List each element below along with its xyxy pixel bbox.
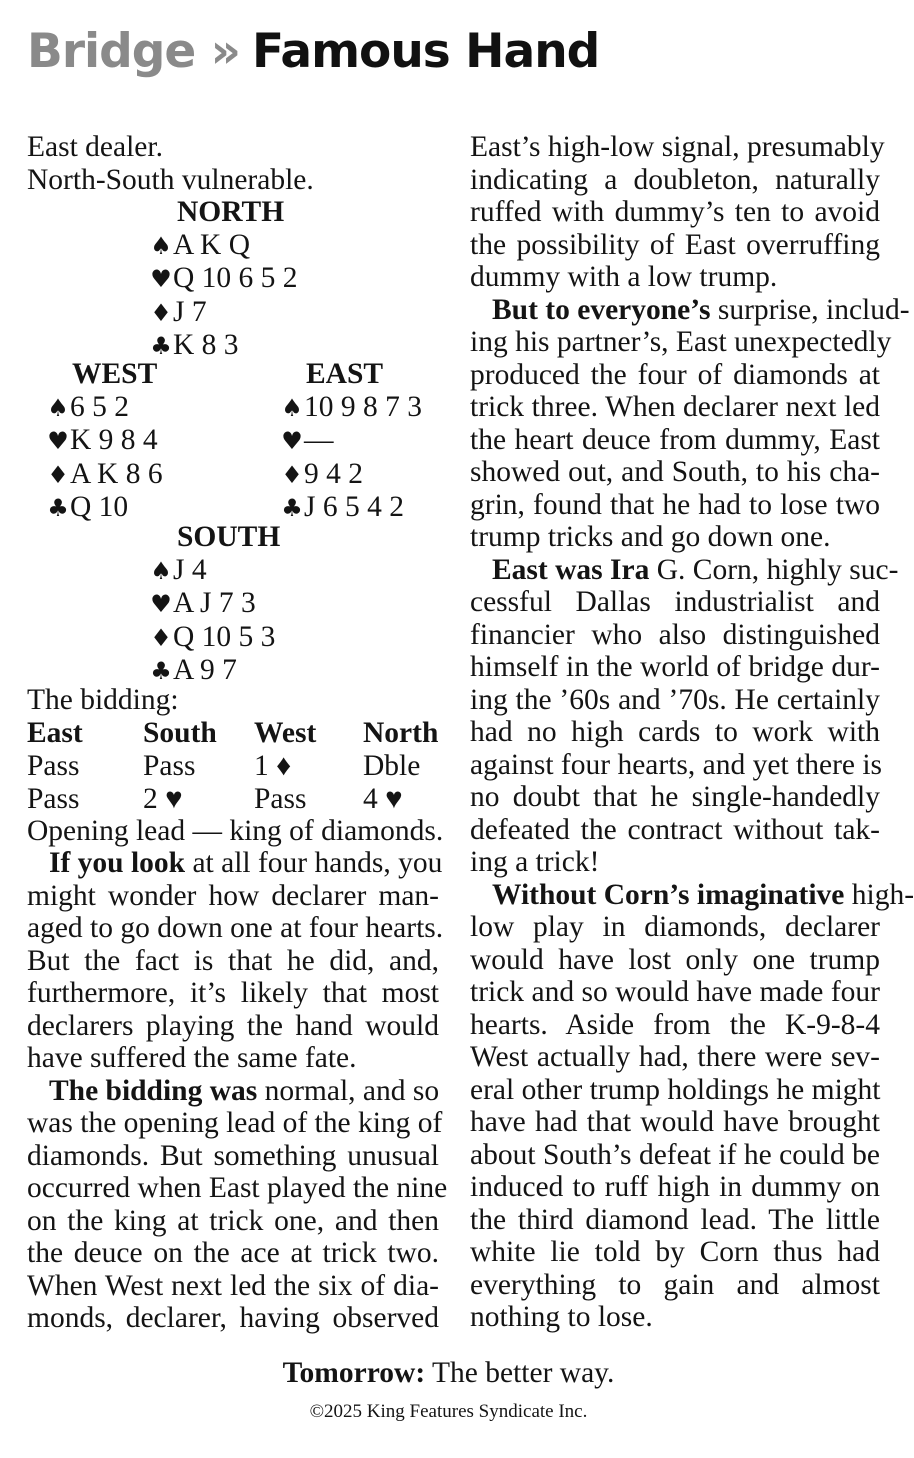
text-line: the possibility of East overruffing [470, 228, 880, 261]
text-line: ing his partner’s, East unexpectedly [470, 326, 892, 358]
text-line: The bidding was normal, and so [49, 1074, 440, 1107]
text-line: eral other trump holdings he might [470, 1073, 881, 1106]
paragraph-2b [470, 131, 885, 294]
text-line: But to everyone’s surprise, includ- [492, 293, 910, 326]
bid-header: East [27, 716, 83, 749]
south-hearts: ♥A J 7 3 [150, 587, 256, 619]
text-line: occurred when East played the nine [27, 1172, 448, 1204]
club-icon: ♣ [47, 494, 69, 522]
text-line: Without Corn’s imaginative high- [492, 878, 914, 911]
run-in-lead: But to everyone’s [492, 293, 711, 326]
text-line: declarers playing the hand would [27, 1009, 439, 1042]
text-line: dummy with a low trump. [470, 261, 778, 293]
east-label: EAST [306, 358, 384, 390]
east-clubs: ♣J 6 5 4 2 [281, 491, 404, 523]
diamond-icon: ♦ [150, 298, 172, 327]
text-line: defeated the contract without tak- [470, 813, 880, 846]
text-line: everything to gain and almost [470, 1268, 880, 1301]
text-line: about South’s defeat if he could be [470, 1138, 880, 1171]
text-line: When West next led the six of dia- [27, 1269, 439, 1302]
text-line: trick three. When declarer next led [470, 391, 880, 423]
south-clubs: ♣A 9 7 [150, 654, 237, 686]
tomorrow-teaser [0, 1356, 897, 1390]
text-line: nothing to lose. [470, 1301, 653, 1333]
club-icon: ♣ [150, 332, 172, 360]
dealer-line: East dealer. [27, 131, 163, 163]
text-line: on the king at trick one, and then [27, 1204, 439, 1237]
bidding-table [27, 717, 439, 815]
north-clubs: ♣K 8 3 [150, 329, 239, 361]
spade-icon: ♠ [150, 556, 172, 585]
hand-diagram [27, 196, 439, 684]
bid-cell: Pass [27, 782, 80, 815]
heart-icon: ♥ [150, 265, 172, 293]
text-line: had no high cards to work with [470, 716, 880, 748]
text-line: the third diamond lead. The little [470, 1203, 880, 1236]
bid-header: South [143, 716, 217, 749]
text-line: ruffed with dummy’s ten to avoid [470, 196, 880, 228]
paragraph-4 [470, 553, 899, 879]
text-line: hearts. Aside from the K-9-8-4 [470, 1008, 880, 1041]
text-line: But the fact is that he did, and, [27, 944, 439, 977]
text-line: the deuce on the ace at trick two. [27, 1237, 439, 1269]
text-line: furthermore, it’s likely that most [27, 977, 439, 1009]
text-line: himself in the world of bridge dur- [470, 651, 880, 683]
north-spades: ♠A K Q [150, 228, 251, 261]
text-line: low play in diamonds, declarer [470, 911, 880, 943]
run-in-lead: East was Ira [492, 553, 650, 586]
bid-cell: 1 ♦ [254, 749, 292, 782]
text-line: East’s high-low signal, presumably [470, 131, 885, 163]
west-hand [46, 358, 163, 525]
text-line: might wonder how declarer man- [27, 879, 439, 912]
run-in-lead: If you look [49, 847, 186, 879]
west-spades: ♠6 5 2 [47, 390, 129, 423]
text-line: monds, declarer, having observed [27, 1302, 439, 1334]
page-header [27, 22, 599, 82]
club-icon: ♣ [150, 657, 172, 685]
north-diamonds: ♦J 7 [150, 295, 207, 328]
east-diamonds: ♦9 4 2 [281, 457, 363, 490]
left-column [27, 131, 448, 1335]
bidding-intro: The bidding: [27, 684, 179, 716]
copyright: ©2025 King Features Syndicate Inc. [309, 1401, 588, 1422]
heart-icon: ♥ [281, 427, 303, 455]
bid-cell: Pass [254, 782, 307, 815]
text-line: cessful Dallas industrialist and [470, 586, 880, 618]
text-line: grin, found that he had to lose two [470, 488, 880, 521]
bid-header: North [363, 716, 439, 749]
text-line: trump tricks and go down one. [470, 521, 831, 553]
text-line: produced the four of diamonds at [470, 358, 880, 391]
bid-cell: Pass [27, 749, 80, 782]
right-column [470, 131, 914, 1334]
text-line: would have lost only one trump [470, 943, 880, 976]
text-line: diamonds. But something unusual [27, 1139, 439, 1172]
run-in-lead: The bidding was [49, 1074, 258, 1107]
heart-icon: ♥ [47, 427, 69, 455]
west-label: WEST [72, 358, 158, 390]
bid-cell: Dble [363, 749, 421, 782]
text-line: showed out, and South, to his cha- [470, 456, 880, 488]
text-line: the heart deuce from dummy, East [470, 423, 880, 456]
tomorrow-label: Tomorrow: [282, 1357, 426, 1389]
text-line: ing a trick! [470, 846, 600, 878]
text-line: white lie told by Corn thus had [470, 1236, 880, 1268]
north-hand [149, 196, 298, 363]
diamond-icon: ♦ [47, 460, 69, 489]
north-hearts: ♥Q 10 6 5 2 [150, 262, 298, 294]
bid-cell: Pass [143, 749, 196, 782]
text-line: aged to go down one at four hearts. [27, 912, 444, 944]
west-diamonds: ♦A K 8 6 [47, 457, 163, 490]
text-line: If you look at all four hands, you [49, 847, 443, 879]
bid-cell: 2 ♥ [143, 782, 183, 815]
spade-icon: ♠ [150, 231, 172, 260]
opening-lead: Opening lead — king of diamonds. [27, 814, 444, 847]
east-spades: ♠10 9 8 7 3 [281, 390, 422, 423]
section-label: Bridge » [27, 24, 241, 79]
east-hand [280, 358, 422, 525]
east-hearts: ♥— [281, 424, 334, 456]
north-label: NORTH [177, 196, 285, 228]
text-line: have had that would have brought [470, 1106, 880, 1138]
text-line: no doubt that he single-handedly [470, 781, 880, 813]
south-diamonds: ♦Q 10 5 3 [150, 620, 276, 653]
page-title: Famous Hand [252, 24, 600, 79]
run-in-lead: Without Corn’s imaginative [492, 878, 845, 911]
south-label: SOUTH [177, 521, 281, 553]
paragraph-1 [27, 847, 444, 1075]
text-line: West actually had, there were sev- [470, 1041, 880, 1073]
text-line: ing the ’60s and ’70s. He certainly [470, 683, 880, 716]
bid-header: West [254, 716, 317, 749]
heart-icon: ♥ [150, 590, 172, 618]
paragraph-2a [27, 1074, 448, 1335]
text-line: trick and so would have made four [470, 976, 880, 1008]
diamond-icon: ♦ [150, 623, 172, 652]
diamond-icon: ♦ [281, 460, 303, 489]
spade-icon: ♠ [281, 393, 303, 422]
paragraph-3 [470, 293, 910, 554]
text-line: against four hearts, and yet there is [470, 748, 883, 781]
text-line: was the opening lead of the king of [27, 1107, 443, 1139]
text-line: indicating a doubleton, naturally [470, 163, 880, 196]
text-line: induced to ruff high in dummy on [470, 1171, 880, 1203]
west-clubs: ♣Q 10 [47, 491, 129, 523]
bid-cell: 4 ♥ [363, 782, 403, 815]
text-line: financier who also distinguished [470, 618, 880, 651]
text-line: have suffered the same fate. [27, 1042, 357, 1074]
paragraph-5 [470, 878, 914, 1334]
spade-icon: ♠ [47, 393, 69, 422]
text-line: East was Ira G. Corn, highly suc- [492, 553, 899, 586]
club-icon: ♣ [281, 494, 303, 522]
west-hearts: ♥K 9 8 4 [47, 424, 158, 456]
south-hand [149, 521, 280, 688]
tomorrow-text: The better way. [425, 1357, 615, 1389]
south-spades: ♠J 4 [150, 553, 207, 586]
vulnerability-line: North-South vulnerable. [27, 163, 314, 196]
